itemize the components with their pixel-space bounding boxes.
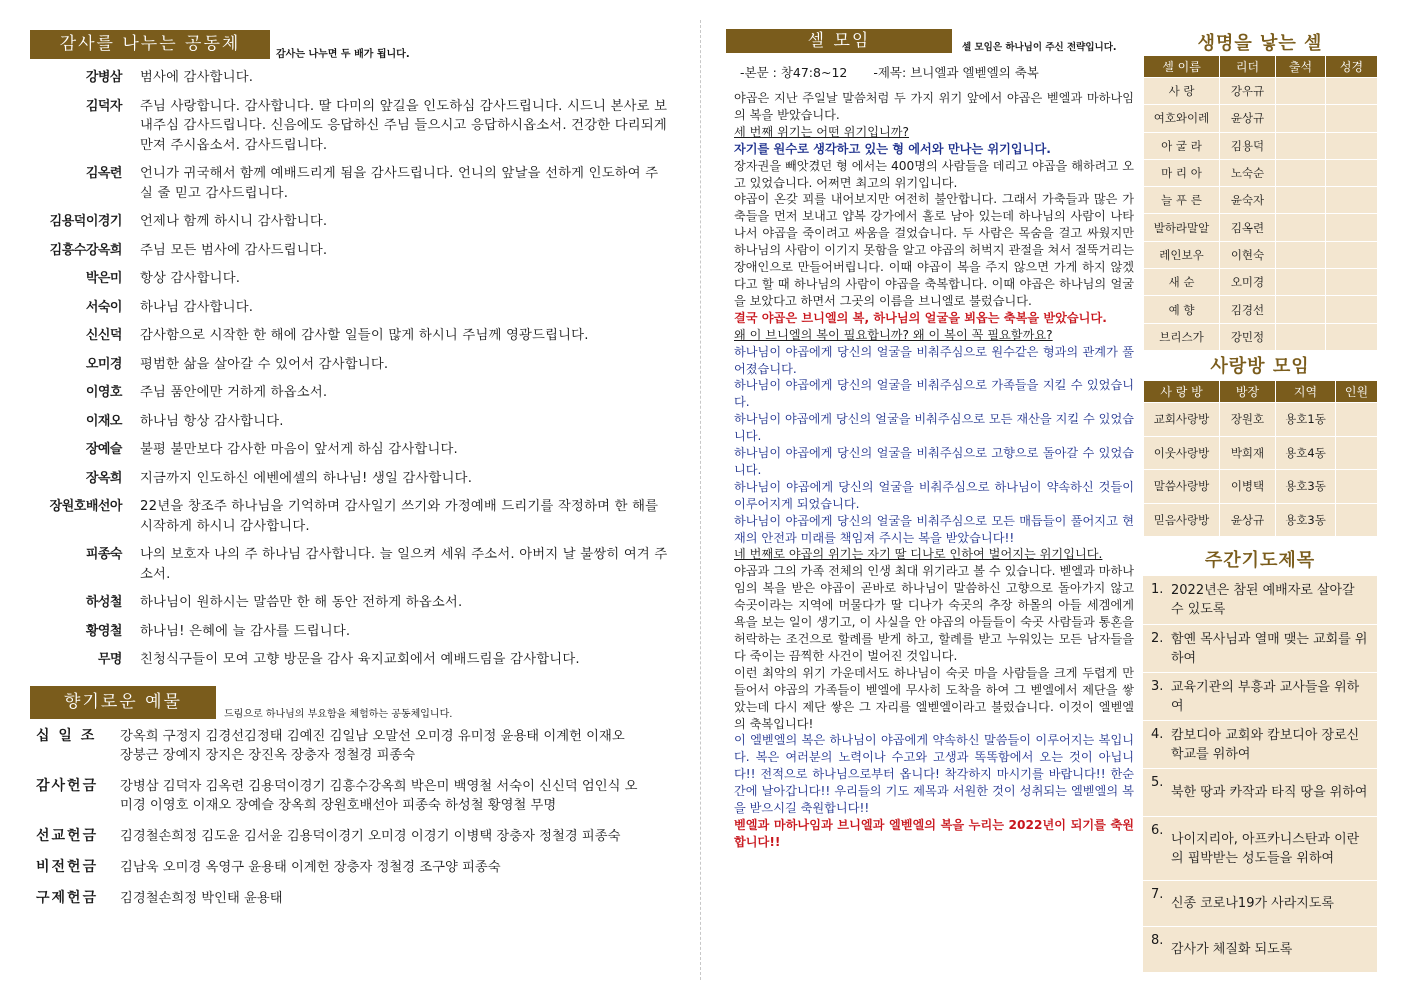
offering-names: 강옥희 구정지 김경선김정태 김예진 김일남 오말선 오미경 유미정 윤용태 이계헌 이재오 장붕근 장예지 장지은 장진옥 장충자 정철경 피종숙 — [120, 729, 625, 763]
offering-names: 강병삼 김덕자 김옥련 김용덕이경기 김흥수강옥희 박은미 백영철 서숙이 신신덕 엄인식 오미경 이영호 이재오 장예슬 장옥희 장원호배선아 피종숙 하성철 황영철 무명 — [120, 779, 638, 813]
offering-label: 구제헌금 — [36, 890, 99, 906]
rooms-cell: 용호3동 — [1276, 470, 1336, 504]
cells-row — [1144, 323, 1378, 350]
sermon-paragraph: 자기를 원수로 생각하고 있는 형 에서와 만나는 위기입니다. — [734, 141, 1051, 156]
cells-cell: 아 굴 라 — [1144, 132, 1220, 159]
cells-cell: 이현숙 — [1220, 241, 1276, 268]
cells-cell — [1326, 78, 1378, 105]
rooms-header-cell: 지역 — [1276, 381, 1336, 403]
sermon-body — [734, 90, 1134, 851]
cells-cell — [1326, 105, 1378, 132]
sermon-paragraph: 왜 이 브니엘의 복이 필요합니까? 왜 이 복이 꼭 필요할까요? — [734, 327, 1053, 342]
cells-header-cell: 리더 — [1220, 56, 1276, 78]
offering-names: 김경철손희정 김도윤 김서윤 김용덕이경기 오미경 이경기 이병택 장충자 정철경 피종숙 — [120, 829, 621, 844]
cells-cell — [1326, 132, 1378, 159]
thanks-name: 장원호배선아 — [49, 499, 122, 514]
rooms-cell: 믿음사랑방 — [1144, 503, 1220, 537]
cells-cell — [1326, 323, 1378, 350]
thanks-row — [30, 412, 670, 432]
rooms-row — [1144, 403, 1378, 437]
sermon-paragraph: 결국 야곱은 브니엘의 복, 하나님의 얼굴을 뵈옵는 축복을 받았습니다. — [734, 310, 1107, 325]
thanks-list — [30, 68, 670, 679]
sermon-paragraph: 야곱은 지난 주일날 말씀처럼 두 가지 위기 앞에서 야곱은 벧엘과 마하나임의 복을 받았습니다. — [734, 91, 1134, 122]
thanks-row — [30, 298, 670, 318]
cells-row — [1144, 214, 1378, 241]
cells-cell: 사 랑 — [1144, 78, 1220, 105]
prayer-item — [1143, 576, 1377, 625]
prayer-text: 캄보디아 교회와 캄보디아 장로신학교를 위하여 — [1171, 727, 1360, 762]
sermon-paragraph: 하나님이 야곱에게 당신의 얼굴을 비춰주심으로 모든 재산을 지킬 수 있었습니다. — [734, 412, 1134, 444]
rooms-header-cell: 방장 — [1220, 381, 1276, 403]
thanks-row — [30, 650, 670, 670]
thanks-row — [30, 212, 670, 232]
sermon-paragraph: 야곱과 그의 가족 전체의 인생 최대 위기라고 볼 수 있습니다. 벧엘과 마하나임의 복을 받은 야곱이 곧바로 하나님이 말씀하신 고향으로 돌아가지 않고 숙곳이라는 지역에 머물다가 딸 디나가 숙곳의 추장 하몰의 아들 세겜에게 욕을 보는 일이 생기고, 이 사실을 안 야곱의 아들들이 숙곳 사람들과 통혼을 허락하는 조건으로 할례를 받게 하고, 할례를 받고 누워있는 모든 남자들을 다 죽이는 끔찍한 사건이 벌어진 것입니다. — [734, 564, 1134, 663]
rooms-title: 사랑방 모임 — [1210, 356, 1310, 377]
cells-cell: 김용덕 — [1220, 132, 1276, 159]
rooms-header-cell: 사 랑 방 — [1144, 381, 1220, 403]
thanks-header: 감사를 나누는 공동체 — [30, 30, 270, 59]
thanks-text: 평범한 삶을 살아갈 수 있어서 감사합니다. — [140, 356, 389, 372]
offering-label: 십 일 조 — [36, 728, 97, 744]
thanks-text: 언제나 함께 하시니 감사합니다. — [140, 214, 328, 229]
cells-cell: 예 향 — [1144, 296, 1220, 323]
offering-row — [36, 727, 676, 765]
thanks-text: 지금까지 인도하신 에벤에셀의 하나님! 생일 감사합니다. — [140, 470, 473, 486]
cells-cell — [1276, 105, 1326, 132]
cells-cell — [1276, 132, 1326, 159]
cells-header-cell: 셀 이름 — [1144, 56, 1220, 78]
prayer-text: 감사가 체질화 되도록 — [1171, 942, 1293, 957]
cells-cell: 여호와이레 — [1144, 105, 1220, 132]
prayer-text: 신종 코로나19가 사라지도록 — [1171, 896, 1334, 911]
cells-cell — [1326, 296, 1378, 323]
thanks-name: 김덕자 — [85, 98, 122, 114]
sermon-paragraph: 벧엘과 마하나임과 브니엘과 엘벧엘의 복을 누리는 2022년이 되기를 축원합니다!! — [734, 817, 1134, 849]
thanks-name: 장옥희 — [85, 470, 122, 486]
thanks-row — [30, 497, 670, 536]
thanks-text: 하나님이 원하시는 말씀만 한 해 동안 전하게 하옵소서. — [140, 595, 463, 610]
sermon-paragraph: 하나님이 야곱에게 당신의 얼굴을 비춰주심으로 하나님이 약속하신 것들이 이루어지게 되었습니다. — [734, 479, 1134, 511]
cells-row — [1144, 78, 1378, 105]
thanks-name: 오미경 — [85, 356, 122, 372]
prayer-item — [1143, 673, 1377, 721]
rooms-cell: 용호3동 — [1276, 503, 1336, 537]
prayer-text: 2022년은 참된 예배자로 살아갈 수 있도록 — [1171, 583, 1355, 617]
thanks-name: 하성철 — [85, 595, 122, 610]
cells-row — [1144, 159, 1378, 186]
rooms-cell — [1336, 436, 1378, 470]
cells-row — [1144, 187, 1378, 214]
thanks-row — [30, 97, 670, 156]
offering-label: 비전헌금 — [36, 859, 99, 875]
rooms-cell: 이병택 — [1220, 470, 1276, 504]
rooms-header-cell: 인원 — [1336, 381, 1378, 403]
prayer-item — [1143, 721, 1377, 769]
cells-cell: 윤숙자 — [1220, 187, 1276, 214]
offering-subtitle: 드림으로 하나님의 부요함을 체험하는 공동체입니다. — [224, 709, 453, 720]
thanks-text: 22년을 창조주 하나님을 기억하며 감사일기 쓰기와 가정예배 드리기를 작정하며 한 해를 시작하게 하시니 감사합니다. — [140, 499, 659, 534]
cells-cell — [1276, 159, 1326, 186]
cells-row — [1144, 296, 1378, 323]
cells-table — [1143, 55, 1378, 351]
thanks-name: 이재오 — [85, 413, 122, 429]
thanks-name: 장예슬 — [85, 442, 122, 457]
prayer-item — [1143, 817, 1377, 881]
rooms-cell — [1336, 403, 1378, 437]
thanks-text: 불평 불만보다 감사한 마음이 앞서게 하심 감사합니다. — [140, 442, 458, 457]
prayer-number: 1. — [1151, 582, 1164, 597]
rooms-row — [1144, 503, 1378, 537]
cells-table-header — [1144, 56, 1378, 78]
sermon-reference — [740, 63, 1039, 81]
prayer-title: 주간기도제목 — [1204, 550, 1316, 571]
thanks-text: 주님 사랑합니다. 감사합니다. 딸 다미의 앞길을 인도하심 감사드립니다. 시드니 본사로 보내주심 감사드립니다. 신음에도 응답하신 주님 들으시고 응답하시옵소서. 건강한 다리되게 만져 주시옵소서. 감사드립니다. — [140, 98, 668, 153]
sermon-paragraph: 하나님이 야곱에게 당신의 얼굴을 비춰주심으로 원수같은 형과의 관계가 풀어졌습니다. — [734, 344, 1134, 376]
offering-row — [36, 827, 676, 846]
rooms-cell: 박희재 — [1220, 436, 1276, 470]
sermon-passage: -본문 : 창47:8~12 — [740, 65, 848, 80]
thanks-row — [30, 469, 670, 489]
thanks-text: 나의 보호자 나의 주 하나님 감사합니다. 늘 일으켜 세워 주소서. 아버지 날 불쌍히 여겨 주소서. — [140, 547, 668, 582]
rooms-row — [1144, 470, 1378, 504]
rooms-cell — [1336, 503, 1378, 537]
sermon-paragraph: 이런 최악의 위기 가운데서도 하나님이 숙곳 마을 사람들을 크게 두렵게 만들어서 야곱의 가족들이 벧엘에 무사히 도착을 하여 그 벧엘에서 제단을 쌓았는데 다시 제단 쌓은 그 자리를 엘벧엘이라고 불렀습니다. 이것이 엘벧엘의 축복입니다! — [734, 665, 1134, 731]
rooms-row — [1144, 436, 1378, 470]
offering-list — [36, 727, 676, 920]
cells-cell — [1276, 296, 1326, 323]
offering-row — [36, 858, 676, 877]
cells-cell — [1276, 78, 1326, 105]
cells-cell — [1326, 241, 1378, 268]
sermon-paragraph: 이 엘벧엘의 복은 하나님이 야곱에게 약속하신 말씀들이 이루어지는 복입니다. 복은 여러분의 노력이나 수고와 고생과 똑똑함에서 오는 것이 아닙니다!! 전적으로 하나님으로부터 옵니다! 착각하지 마시기를 바랍니다!! 한순간에 날아갑니다!! 우리들의 기도 제목과 서원한 것이 성취되는 엘벧엘의 복을 받으시길 축원합니다!! — [734, 733, 1134, 816]
thanks-row — [30, 355, 670, 375]
cells-cell: 김경선 — [1220, 296, 1276, 323]
sermon-title: -제목: 브니엘과 엘벧엘의 축복 — [873, 65, 1039, 80]
thanks-text: 범사에 감사합니다. — [140, 70, 254, 85]
cells-cell — [1276, 241, 1326, 268]
thanks-name: 박은미 — [85, 271, 122, 286]
thanks-name: 김흥수강옥희 — [49, 242, 122, 258]
prayer-text: 나이지리아, 아프카니스탄과 이란의 핍박받는 성도들을 위하여 — [1171, 831, 1360, 866]
prayer-list — [1143, 576, 1377, 974]
cells-cell: 김옥련 — [1220, 214, 1276, 241]
rooms-cell: 용호4동 — [1276, 436, 1336, 470]
sermon-paragraph: 하나님이 야곱에게 당신의 얼굴을 비춰주심으로 모든 매듭들이 풀어지고 현재의 안전과 미래를 책임져 주시는 복을 받았습니다!! — [734, 513, 1134, 545]
cells-cell — [1326, 159, 1378, 186]
cells-cell — [1276, 214, 1326, 241]
thanks-text: 친청식구들이 모여 고향 방문을 감사 육지교회에서 예배드림을 감사합니다. — [140, 652, 580, 667]
cells-cell — [1326, 214, 1378, 241]
cells-cell — [1326, 187, 1378, 214]
rooms-cell: 이웃사랑방 — [1144, 436, 1220, 470]
thanks-text: 주님 모든 범사에 감사드립니다. — [140, 242, 328, 258]
page-divider — [700, 20, 701, 980]
prayer-text: 함옌 목사님과 열매 맺는 교회를 위하여 — [1171, 631, 1368, 666]
rooms-table-header — [1144, 381, 1378, 403]
thanks-text: 언니가 귀국해서 함께 예배드리게 됨을 감사드립니다. 언니의 앞날을 선하게 인도하여 주실 줄 믿고 감사드립니다. — [140, 166, 659, 201]
cells-cell: 강민정 — [1220, 323, 1276, 350]
sermon-subtitle: 셀 모임은 하나님이 주신 전략입니다. — [962, 42, 1117, 53]
prayer-number: 7. — [1151, 887, 1164, 902]
prayer-number: 4. — [1151, 727, 1164, 742]
prayer-item — [1143, 625, 1377, 673]
prayer-item — [1143, 769, 1377, 817]
thanks-name: 서숙이 — [85, 299, 122, 315]
offering-names: 김남욱 오미경 옥영구 윤용태 이계헌 장충자 정철경 조구양 피종숙 — [120, 860, 501, 875]
thanks-row — [30, 383, 670, 403]
rooms-cell — [1336, 470, 1378, 504]
thanks-text: 하나님! 은혜에 늘 감사를 드립니다. — [140, 623, 351, 639]
thanks-text: 하나님 감사합니다. — [140, 299, 254, 315]
thanks-row — [30, 269, 670, 289]
thanks-name: 피종숙 — [85, 547, 122, 562]
cells-row — [1144, 269, 1378, 296]
thanks-row — [30, 622, 670, 642]
thanks-row — [30, 241, 670, 261]
thanks-text: 항상 감사합니다. — [140, 271, 241, 286]
sermon-paragraph: 장자권을 빼앗겼던 형 에서는 400명의 사람들을 데리고 야곱을 해하려고 오고 있었습니다. 어쩌면 최고의 위기입니다. — [734, 158, 1134, 190]
sermon-header: 셀 모임 — [726, 29, 952, 53]
cells-row — [1144, 105, 1378, 132]
sermon-paragraph: 야곱이 온갖 꾀를 내어보지만 여전히 불안합니다. 그래서 가축들과 많은 가축들을 먼저 보내고 얍복 강가에서 홀로 남아 있는데 하나님의 사람이 나타나서 야곱을 죽이려고 싸움을 걸었습니다. 두 사람은 목숨을 걸고 싸웠지만 하나님의 사람이 이기지 못함을 알고 야곱의 허벅지 관절을 쳐서 절뚝거리는 장애인으로 만들어버립니다. 이때 야곱이 복을 주지 않으면 가게 하지 않겠다고 할 때 하나님의 사람이 야곱을 축복합니다. 이때 야곱은 하나님의 얼굴을 보았다고 하면서 그곳의 이름을 브니엘로 불렀습니다. — [734, 192, 1134, 308]
rooms-cell: 용호1동 — [1276, 403, 1336, 437]
thanks-name: 신신덕 — [85, 328, 122, 343]
cells-cell — [1326, 269, 1378, 296]
cells-cell: 윤상규 — [1220, 105, 1276, 132]
cells-cell — [1276, 323, 1326, 350]
cells-cell: 늘 푸 른 — [1144, 187, 1220, 214]
cells-header-cell: 성경 — [1326, 56, 1378, 78]
rooms-table — [1143, 380, 1378, 537]
sermon-paragraph: 하나님이 야곱에게 당신의 얼굴을 비춰주심으로 가족들을 지킬 수 있었습니다. — [734, 378, 1134, 410]
thanks-row — [30, 164, 670, 203]
prayer-number: 6. — [1151, 823, 1164, 838]
rooms-cell: 교회사랑방 — [1144, 403, 1220, 437]
thanks-row — [30, 545, 670, 584]
thanks-text: 주님 품안에만 거하게 하옵소서. — [140, 385, 328, 400]
thanks-text: 하나님 항상 감사합니다. — [140, 413, 284, 429]
prayer-number: 3. — [1151, 679, 1164, 694]
rooms-cell: 장원호 — [1220, 403, 1276, 437]
thanks-row — [30, 68, 670, 88]
cells-cell: 브리스가 — [1144, 323, 1220, 350]
prayer-item — [1143, 927, 1377, 973]
thanks-name: 이영호 — [85, 385, 122, 400]
thanks-name: 무명 — [97, 652, 122, 667]
cells-cell — [1276, 187, 1326, 214]
cells-cell: 새 순 — [1144, 269, 1220, 296]
sermon-paragraph: 하나님이 야곱에게 당신의 얼굴을 비춰주심으로 고향으로 돌아갈 수 있었습니다. — [734, 446, 1134, 477]
cells-cell: 강우규 — [1220, 78, 1276, 105]
thanks-name: 김용덕이경기 — [49, 214, 122, 229]
thanks-name: 강병삼 — [85, 70, 122, 85]
thanks-name: 김옥련 — [85, 166, 122, 181]
cells-row — [1144, 241, 1378, 268]
cells-row — [1144, 132, 1378, 159]
prayer-item — [1143, 881, 1377, 927]
cells-cell: 마 리 아 — [1144, 159, 1220, 186]
cells-cell: 발하라말알 — [1144, 214, 1220, 241]
rooms-cell: 윤상규 — [1220, 503, 1276, 537]
offering-names: 김경철손희정 박인태 윤용태 — [120, 891, 283, 906]
cells-header-cell: 출석 — [1276, 56, 1326, 78]
offering-row — [36, 777, 676, 815]
thanks-subtitle: 감사는 나누면 두 배가 됩니다. — [276, 49, 410, 60]
sermon-paragraph: 네 번째로 야곱의 위기는 자기 딸 디나로 인하여 벌어지는 위기입니다. — [734, 547, 1103, 562]
offering-label: 선교헌금 — [36, 828, 99, 844]
prayer-text: 교육기관의 부흥과 교사들을 위하여 — [1171, 679, 1360, 714]
cells-cell: 레인보우 — [1144, 241, 1220, 268]
cells-cell — [1276, 269, 1326, 296]
thanks-row — [30, 440, 670, 460]
thanks-row — [30, 593, 670, 613]
cells-cell: 노숙순 — [1220, 159, 1276, 186]
offering-label: 감사헌금 — [36, 778, 99, 794]
prayer-number: 2. — [1151, 631, 1164, 646]
sermon-paragraph: 세 번째 위기는 어떤 위기입니까? — [734, 124, 910, 139]
thanks-text: 감사함으로 시작한 한 해에 감사할 일들이 많게 하시니 주님께 영광드립니다. — [140, 328, 589, 343]
thanks-row — [30, 326, 670, 346]
prayer-text: 북한 땅과 카작과 타직 땅을 위하여 — [1171, 785, 1368, 800]
cells-cell: 오미경 — [1220, 269, 1276, 296]
prayer-number: 8. — [1151, 933, 1164, 948]
prayer-number: 5. — [1151, 775, 1164, 790]
cells-title: 생명을 낳는 셀 — [1197, 33, 1323, 54]
thanks-name: 황영철 — [85, 623, 122, 639]
offering-header: 향기로운 예물 — [30, 686, 216, 719]
offering-row — [36, 889, 676, 908]
rooms-cell: 말씀사랑방 — [1144, 470, 1220, 504]
